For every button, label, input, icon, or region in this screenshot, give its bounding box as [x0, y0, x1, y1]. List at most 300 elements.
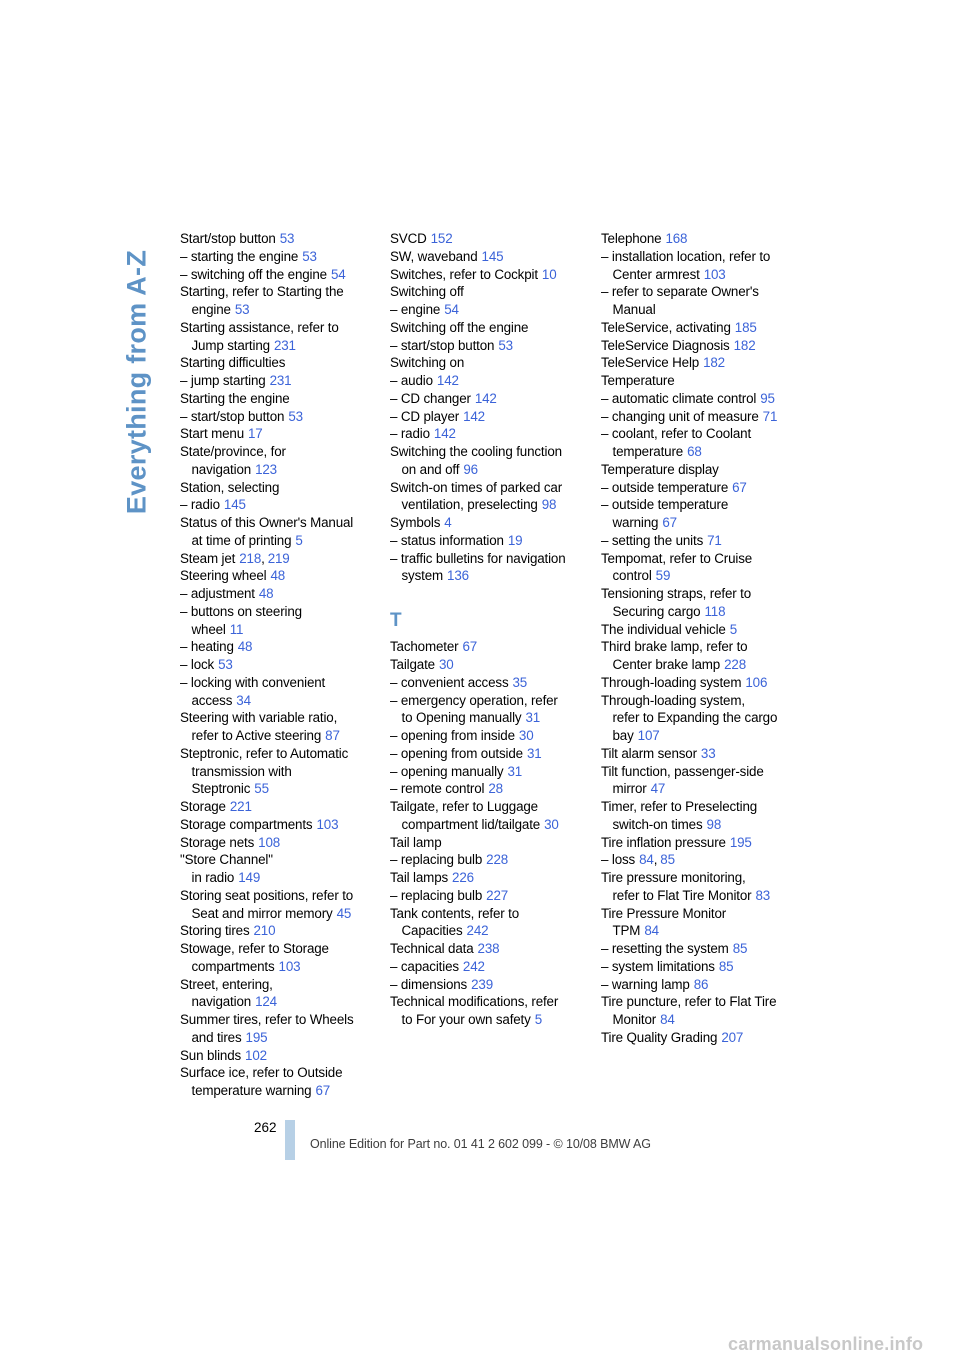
entry-text: refer to Active steering	[191, 728, 322, 743]
page-link[interactable]: 5	[295, 532, 303, 548]
page-link[interactable]: 19	[507, 532, 523, 548]
entry-text: – opening from inside	[390, 728, 515, 743]
page-link[interactable]: 67	[662, 515, 677, 530]
entry-text: – capacities	[390, 958, 459, 974]
index-entry	[180, 834, 372, 852]
entry-text: Storage compartments	[180, 816, 313, 832]
index-entry	[390, 763, 582, 781]
page-link[interactable]: 123	[255, 461, 277, 477]
page-link[interactable]: 152	[430, 231, 453, 246]
index-entry	[180, 1011, 372, 1047]
entry-text: – refer to separate Owner's	[601, 284, 759, 300]
entry-text: Temperature display	[601, 461, 719, 477]
page-link[interactable]: 31	[526, 745, 542, 761]
page-link[interactable]: 231	[273, 337, 296, 353]
index-entry	[390, 337, 582, 355]
page-link[interactable]: 84	[660, 1012, 675, 1027]
entry-text: – resetting the system	[601, 941, 729, 956]
page-link[interactable]: 30	[544, 816, 559, 832]
index-entry	[180, 496, 372, 514]
index-entry	[601, 869, 793, 905]
entry-text: – changing unit of measure	[601, 408, 759, 424]
page-link[interactable]: 48	[258, 586, 274, 601]
index-entry	[390, 692, 582, 728]
page-link[interactable]: 33	[700, 745, 716, 761]
side-title-text: Everything from A-Z	[121, 249, 152, 515]
index-entry	[601, 692, 793, 745]
index-entry	[180, 940, 372, 976]
page-link[interactable]: 239	[471, 976, 494, 992]
page-link[interactable]: 31	[507, 763, 523, 779]
entry-text: Sun blinds	[180, 1047, 242, 1063]
page-link[interactable]: 67	[315, 1083, 331, 1098]
entry-text: SW, waveband	[390, 248, 478, 264]
entry-text: – CD changer	[390, 390, 471, 406]
page-link[interactable]: 59	[655, 568, 671, 584]
index-entry	[180, 479, 372, 497]
index-entry	[180, 266, 372, 284]
entry-text: control	[612, 568, 652, 584]
entry-text: – outside temperature	[601, 497, 729, 513]
page-link[interactable]: 136	[447, 568, 469, 584]
entry-text: refer to Expanding the cargo	[612, 710, 778, 726]
page-link[interactable]: 228	[486, 852, 509, 868]
page-link[interactable]: 53	[218, 657, 233, 672]
index-entry	[601, 372, 793, 390]
entry-text: State/province, for	[180, 444, 286, 459]
page-link[interactable]: 83	[755, 887, 771, 903]
entry-text: Monitor	[612, 1012, 657, 1027]
page-number: 262	[254, 1120, 277, 1135]
entry-text: Status of this Owner's Manual	[180, 515, 354, 530]
entry-text: Seat and mirror memory	[191, 905, 333, 921]
page-link[interactable]: 103	[316, 816, 339, 832]
page-link[interactable]: 53	[302, 248, 317, 264]
page-link[interactable]: 242	[466, 923, 489, 939]
entry-text: TeleService Help	[601, 355, 700, 371]
page-link[interactable]: 53	[288, 408, 303, 424]
page-link[interactable]: 168	[665, 231, 688, 246]
index-entry	[601, 976, 793, 994]
entry-text: – lock	[180, 657, 215, 672]
page-link[interactable]: 96	[463, 461, 478, 477]
index-entry	[601, 798, 793, 834]
index-entry	[390, 674, 582, 692]
entry-text: navigation	[191, 994, 252, 1010]
page-link[interactable]: 47	[650, 781, 666, 797]
page-link[interactable]: 95	[760, 390, 775, 406]
page-link[interactable]: 226	[452, 870, 474, 885]
entry-text: Symbols	[390, 515, 441, 530]
index-entry	[390, 479, 582, 515]
entry-text: Switching the cooling function	[390, 444, 562, 459]
index-column-3	[601, 230, 793, 1047]
index-entry	[180, 248, 372, 266]
page-link[interactable]: 195	[729, 834, 752, 850]
entry-text: Switching on	[390, 355, 465, 371]
index-entry	[390, 798, 582, 834]
entry-text: Station, selecting	[180, 479, 280, 495]
entry-text: – dimensions	[390, 976, 468, 992]
index-entry	[601, 283, 793, 319]
entry-text: – replacing bulb	[390, 852, 483, 868]
entry-text: – opening from outside	[390, 745, 523, 761]
entry-text: Tilt function, passenger-side	[601, 763, 764, 779]
page-link[interactable]: 71	[762, 408, 778, 424]
page-link[interactable]: 48	[237, 639, 253, 655]
index-entry	[390, 993, 582, 1029]
page-link[interactable]: 228	[724, 657, 747, 672]
entry-text: Switches, refer to Cockpit	[390, 266, 538, 282]
index-entry	[601, 940, 793, 958]
index-entry	[390, 319, 582, 337]
entry-text: Jump starting	[191, 337, 270, 353]
index-entry	[390, 230, 582, 248]
page-link[interactable]: 142	[436, 373, 459, 388]
entry-text: The individual vehicle	[601, 621, 726, 637]
index-entry	[390, 248, 582, 266]
index-entry	[601, 337, 793, 355]
entry-text: Timer, refer to Preselecting	[601, 799, 758, 814]
index-entry	[601, 461, 793, 479]
entry-text: Start menu	[180, 426, 244, 442]
entry-text: access	[191, 692, 233, 708]
index-entry	[601, 532, 793, 550]
index-entry	[180, 550, 372, 568]
page-link[interactable]: 53	[234, 302, 250, 317]
index-entry	[601, 674, 793, 692]
entry-text: Telephone	[601, 231, 662, 246]
entry-text: Street, entering,	[180, 976, 273, 992]
entry-text: Tire Pressure Monitor	[601, 905, 727, 921]
index-entry	[180, 443, 372, 479]
index-entry	[601, 248, 793, 284]
page-link[interactable]: 103	[278, 958, 301, 974]
index-entry	[390, 266, 582, 284]
entry-text: bay	[612, 728, 634, 743]
index-entry	[180, 319, 372, 355]
index-entry	[601, 1029, 793, 1047]
entry-text: – switching off the engine	[180, 266, 327, 282]
entry-text: – traffic bulletins for navigation	[390, 550, 566, 566]
index-entry	[180, 709, 372, 745]
page-link[interactable]: 85	[732, 941, 748, 956]
entry-text: Manual	[612, 302, 656, 317]
index-entry	[390, 869, 582, 887]
page-link[interactable]: 45	[336, 905, 352, 921]
index-entry	[601, 550, 793, 586]
page-link[interactable]: 108	[258, 834, 281, 850]
entry-text: Switching off the engine	[390, 319, 529, 335]
entry-text: Tire inflation pressure	[601, 834, 726, 850]
index-entry	[180, 656, 372, 674]
page-link[interactable]: 4	[444, 515, 452, 530]
entry-text: – status information	[390, 532, 504, 548]
index-entry	[390, 851, 582, 869]
entry-text: Tailgate, refer to Luggage	[390, 799, 538, 814]
page-link[interactable]: 67	[732, 479, 747, 495]
entry-text: – remote control	[390, 781, 485, 797]
page-link[interactable]: 145	[223, 497, 246, 513]
page-link[interactable]: 17	[248, 426, 263, 442]
page-link[interactable]: 98	[706, 816, 722, 832]
index-entry	[180, 1064, 372, 1100]
index-column-2	[390, 230, 582, 1029]
entry-text: SVCD	[390, 231, 427, 246]
index-entry	[601, 834, 793, 852]
entry-text: – start/stop button	[390, 337, 495, 353]
entry-text: Tensioning straps, refer to	[601, 586, 752, 601]
index-entry	[180, 745, 372, 798]
index-entry	[601, 993, 793, 1029]
index-entry	[390, 727, 582, 745]
entry-text: Technical modifications, refer	[390, 994, 559, 1010]
entry-text: Through-loading system	[601, 674, 742, 690]
index-entry	[180, 354, 372, 372]
entry-text: Tire pressure monitoring,	[601, 870, 746, 885]
entry-text: to Opening manually	[401, 710, 522, 726]
entry-text: – warning lamp	[601, 976, 690, 992]
index-entry	[390, 425, 582, 443]
entry-text: – installation location, refer to	[601, 248, 771, 264]
page-link[interactable]: 102	[245, 1047, 267, 1063]
index-entry	[180, 283, 372, 319]
page-link[interactable]: 35	[512, 674, 528, 690]
page-link[interactable]: 238	[477, 941, 500, 956]
page-link[interactable]: 48	[270, 568, 286, 584]
entry-text: Tail lamps	[390, 870, 449, 885]
entry-text: – emergency operation, refer	[390, 692, 558, 708]
page-link[interactable]: 71	[707, 532, 722, 548]
index-entry	[390, 780, 582, 798]
index-entry	[601, 621, 793, 639]
index-entry	[390, 354, 582, 372]
page-link[interactable]: 68	[687, 444, 702, 459]
page-separator: ,	[653, 852, 658, 868]
footer-text: Online Edition for Part no. 01 41 2 602 099 - © 10/08 BMW AG	[310, 1137, 651, 1151]
entry-text: Starting, refer to Starting the	[180, 284, 344, 300]
page-link[interactable]: 118	[704, 603, 726, 619]
index-entry	[390, 905, 582, 941]
entry-text: – heating	[180, 639, 234, 655]
index-entry	[180, 922, 372, 940]
entry-text: warning	[612, 515, 659, 530]
page-link[interactable]: 182	[703, 355, 725, 371]
index-entry	[601, 408, 793, 426]
page-link[interactable]: 185	[734, 319, 757, 335]
index-entry	[601, 638, 793, 674]
entry-text: Through-loading system,	[601, 692, 745, 708]
page-link[interactable]: 207	[721, 1029, 744, 1045]
index-entry	[180, 230, 372, 248]
index-entry	[601, 496, 793, 532]
page-link[interactable]: 149	[238, 870, 261, 885]
index-entry	[180, 390, 372, 408]
entry-text: Switch-on times of parked car	[390, 479, 563, 495]
page-link[interactable]: 98	[541, 497, 557, 513]
index-entry	[601, 745, 793, 763]
index-entry	[180, 1047, 372, 1065]
entry-text: Tire Quality Grading	[601, 1029, 718, 1045]
index-entry	[180, 603, 372, 639]
page-link[interactable]: 31	[525, 710, 541, 726]
page-link[interactable]: 55	[254, 781, 269, 797]
page-link[interactable]: 182	[733, 337, 756, 353]
page-link[interactable]: 142	[463, 408, 485, 424]
entry-text: to For your own safety	[401, 1012, 531, 1027]
index-entry	[390, 656, 582, 674]
page-link[interactable]: 53	[498, 337, 513, 353]
entry-text: TPM	[612, 923, 641, 939]
index-entry	[180, 798, 372, 816]
index-entry	[390, 301, 582, 319]
page-link[interactable]: 30	[518, 728, 534, 743]
page-link[interactable]: 84	[639, 852, 654, 868]
page-link[interactable]: 87	[325, 728, 340, 743]
index-entry	[390, 976, 582, 994]
index-entry	[601, 425, 793, 461]
entry-text: – automatic climate control	[601, 390, 757, 406]
page-link[interactable]: 85	[718, 958, 734, 974]
index-entry	[390, 408, 582, 426]
page-link[interactable]: 67	[462, 639, 478, 655]
entry-text: Steering wheel	[180, 568, 267, 584]
entry-text: Tailgate	[390, 657, 435, 672]
index-entry	[180, 372, 372, 390]
page-link[interactable]: 84	[644, 923, 659, 939]
side-title	[118, 232, 156, 532]
page-link[interactable]: 221	[229, 799, 252, 814]
entry-text: – locking with convenient	[180, 674, 326, 690]
entry-text: Steam jet	[180, 550, 236, 566]
entry-text: compartments	[191, 958, 275, 974]
entry-text: Tank contents, refer to	[390, 905, 520, 921]
index-entry	[180, 976, 372, 1012]
entry-text: – opening manually	[390, 763, 504, 779]
entry-text: Summer tires, refer to Wheels	[180, 1012, 354, 1027]
entry-text: Steptronic	[191, 781, 251, 797]
page-link[interactable]: 5	[729, 621, 738, 637]
index-entry	[390, 390, 582, 408]
entry-text: Capacities	[401, 923, 463, 939]
entry-text: refer to Flat Tire Monitor	[612, 887, 752, 903]
entry-text: – engine	[390, 302, 441, 317]
page-separator: ,	[261, 550, 265, 566]
entry-text: Storing seat positions, refer to	[180, 887, 354, 903]
page-link[interactable]: 5	[534, 1012, 542, 1027]
index-entry	[390, 834, 582, 852]
page-link[interactable]: 124	[255, 994, 277, 1010]
page-link[interactable]: 142	[433, 426, 456, 442]
entry-text: Temperature	[601, 373, 675, 388]
entry-text: – CD player	[390, 408, 460, 424]
entry-text: Storage nets	[180, 834, 255, 850]
page-link[interactable]: 242	[462, 958, 485, 974]
page-link[interactable]: 34	[236, 692, 251, 708]
entry-text: – loss	[601, 852, 636, 868]
entry-text: – replacing bulb	[390, 887, 483, 903]
page-link[interactable]: 86	[693, 976, 709, 992]
index-entry	[601, 905, 793, 941]
watermark: carmanualsonline.info	[728, 1334, 924, 1354]
index-entry	[180, 567, 372, 585]
page-link[interactable]: 54	[330, 266, 346, 282]
entry-text: engine	[191, 302, 231, 317]
index-entry	[390, 638, 582, 656]
page-link[interactable]: 145	[481, 248, 504, 264]
page-link[interactable]: 106	[745, 674, 768, 690]
page-link[interactable]: 142	[474, 390, 497, 406]
page-link[interactable]: 210	[253, 923, 276, 939]
page-link[interactable]: 11	[229, 621, 244, 637]
entry-text: "Store Channel"	[180, 852, 273, 868]
entry-text: Start/stop button	[180, 231, 276, 246]
index-entry	[180, 514, 372, 550]
entry-text: in radio	[191, 870, 235, 885]
index-entry	[601, 354, 793, 372]
entry-text: – jump starting	[180, 373, 266, 388]
index-entry	[601, 585, 793, 621]
page-link[interactable]: 54	[444, 302, 459, 317]
entry-text: – buttons on steering	[180, 603, 302, 619]
page-link[interactable]: 227	[486, 887, 509, 903]
index-entry	[601, 479, 793, 497]
page-link[interactable]: 231	[269, 373, 292, 388]
entry-text: – radio	[180, 497, 220, 513]
entry-text: – start/stop button	[180, 408, 285, 424]
index-entry	[390, 550, 582, 586]
page-link[interactable]: 219	[267, 550, 290, 566]
entry-text: – outside temperature	[601, 479, 729, 495]
page-link[interactable]: 30	[438, 657, 454, 672]
page-link[interactable]: 107	[637, 728, 660, 743]
entry-text: mirror	[612, 781, 647, 797]
section-letter: T	[390, 609, 402, 631]
index-entry	[390, 283, 582, 301]
entry-text: – radio	[390, 426, 430, 442]
entry-text: Tilt alarm sensor	[601, 745, 697, 761]
index-entry	[601, 958, 793, 976]
entry-text: ventilation, preselecting	[401, 497, 538, 513]
index-entry	[180, 816, 372, 834]
entry-text: Tail lamp	[390, 834, 442, 850]
entry-text: wheel	[191, 621, 226, 637]
page-link[interactable]: 53	[279, 231, 295, 246]
page-link[interactable]: 218	[239, 550, 262, 566]
page-link[interactable]: 103	[703, 266, 726, 282]
entry-text: TeleService, activating	[601, 319, 731, 335]
entry-text: Tachometer	[390, 639, 459, 655]
index-entry	[390, 514, 582, 532]
entry-text: Center brake lamp	[612, 657, 721, 672]
entry-text: temperature warning	[191, 1083, 312, 1098]
page-link[interactable]: 85	[660, 852, 675, 868]
entry-text: – adjustment	[180, 586, 255, 601]
entry-text: Starting assistance, refer to	[180, 319, 339, 335]
entry-text: – starting the engine	[180, 248, 299, 264]
index-entry	[601, 763, 793, 799]
entry-text: Securing cargo	[612, 603, 701, 619]
entry-text: Technical data	[390, 941, 474, 956]
entry-text: Storage	[180, 799, 226, 814]
entry-text: TeleService Diagnosis	[601, 337, 730, 353]
entry-text: – setting the units	[601, 532, 704, 548]
entry-text: at time of printing	[191, 532, 292, 548]
page-link[interactable]: 195	[245, 1029, 268, 1045]
page-link[interactable]: 28	[488, 781, 503, 797]
index-entry	[180, 851, 372, 887]
page-link[interactable]: 10	[541, 266, 557, 282]
